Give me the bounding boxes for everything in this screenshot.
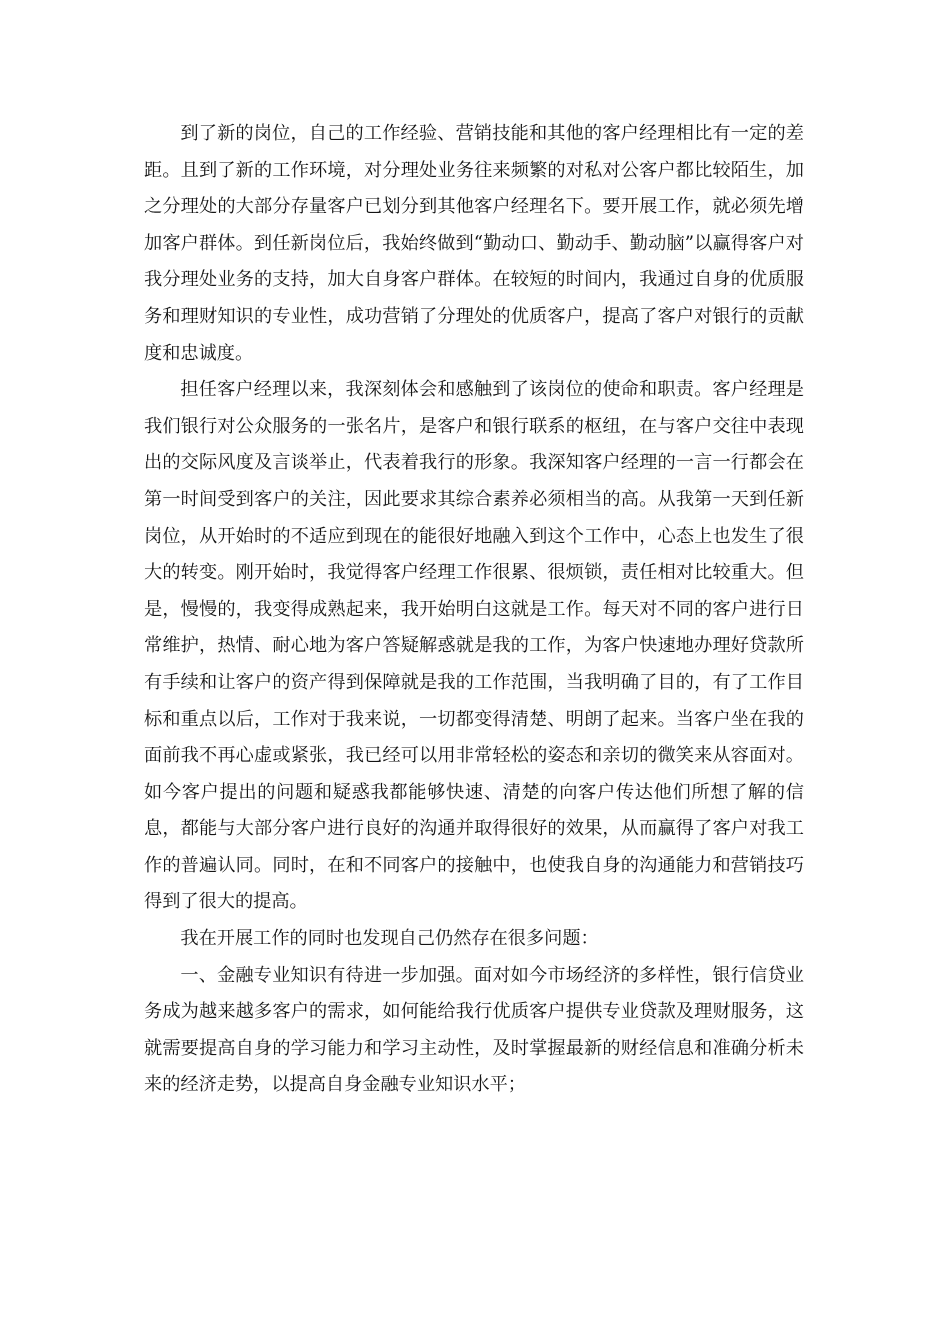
paragraph-problems-intro: 我在开展工作的同时也发现自己仍然存在很多问题： bbox=[180, 928, 599, 950]
paragraph-customer-manager-role: 担任客户经理以来，我深刻体会和感触到了该岗位的使命和职责。客户经理是我们银行对公众服务的一张名片，是客户和银行联系的枢纽，在与客户交往中表现出的交际风度及言谈举止，代表着我行的形象。我深知客户经理的一言一行都会在第一时间受到客户的关注，因此要求其综合素养必须相当的高。从我第一天到任新岗位，从开始时的不适应到现在的能很好地融入到这个工作中，心态上也发生了很大的转变。刚开始时，我觉得客户经理工作很累、很烦锁，责任相对比较重大。但是，慢慢的，我变得成熟起来，我开始明白这就是工作。每天对不同的客户进行日常维护，热情、耐心地为客户答疑解惑就是我的工作，为客户快速地办理好贷款所有手续和让客户的资产得到保障就是我的工作范围，当我明确了目的，有了工作目标和重点以后，工作对于我来说，一切都变得清楚、明朗了起来。当客户坐在我的面前我不再心虚或紧张，我已经可以用非常轻松的姿态和亲切的微笑来从容面对。如今客户提出的问题和疑惑我都能够快速、清楚的向客户传达他们所想了解的信息，都能与大部分客户进行良好的沟通并取得很好的效果，从而赢得了客户对我工作的普遍认同。同时，在和不同客户的接触中，也使我自身的沟通能力和营销技巧得到了很大的提高。 bbox=[144, 379, 804, 913]
paragraph-problem-one: 一、金融专业知识有待进一步加强。面对如今市场经济的多样性，银行信贷业务成为越来越多客户的需求，如何能给我行优质客户提供专业贷款及理财服务，这就需要提高自身的学习能力和学习主动性，及时掌握最新的财经信息和准确分析未来的经济走势，以提高自身金融专业知识水平； bbox=[144, 964, 804, 1096]
document-body bbox=[144, 116, 804, 1104]
paragraph-new-position: 到了新的岗位，自己的工作经验、营销技能和其他的客户经理相比有一定的差距。且到了新的工作环境，对分理处业务往来频繁的对私对公客户都比较陌生，加之分理处的大部分存量客户已划分到其他客户经理名下。要开展工作，就必须先增加客户群体。到任新岗位后，我始终做到“勤动口、勤动手、勤动脑”以赢得客户对我分理处业务的支持，加大自身客户群体。在较短的时间内，我通过自身的优质服务和理财知识的专业性，成功营销了分理处的优质客户，提高了客户对银行的贡献度和忠诚度。 bbox=[144, 123, 804, 364]
